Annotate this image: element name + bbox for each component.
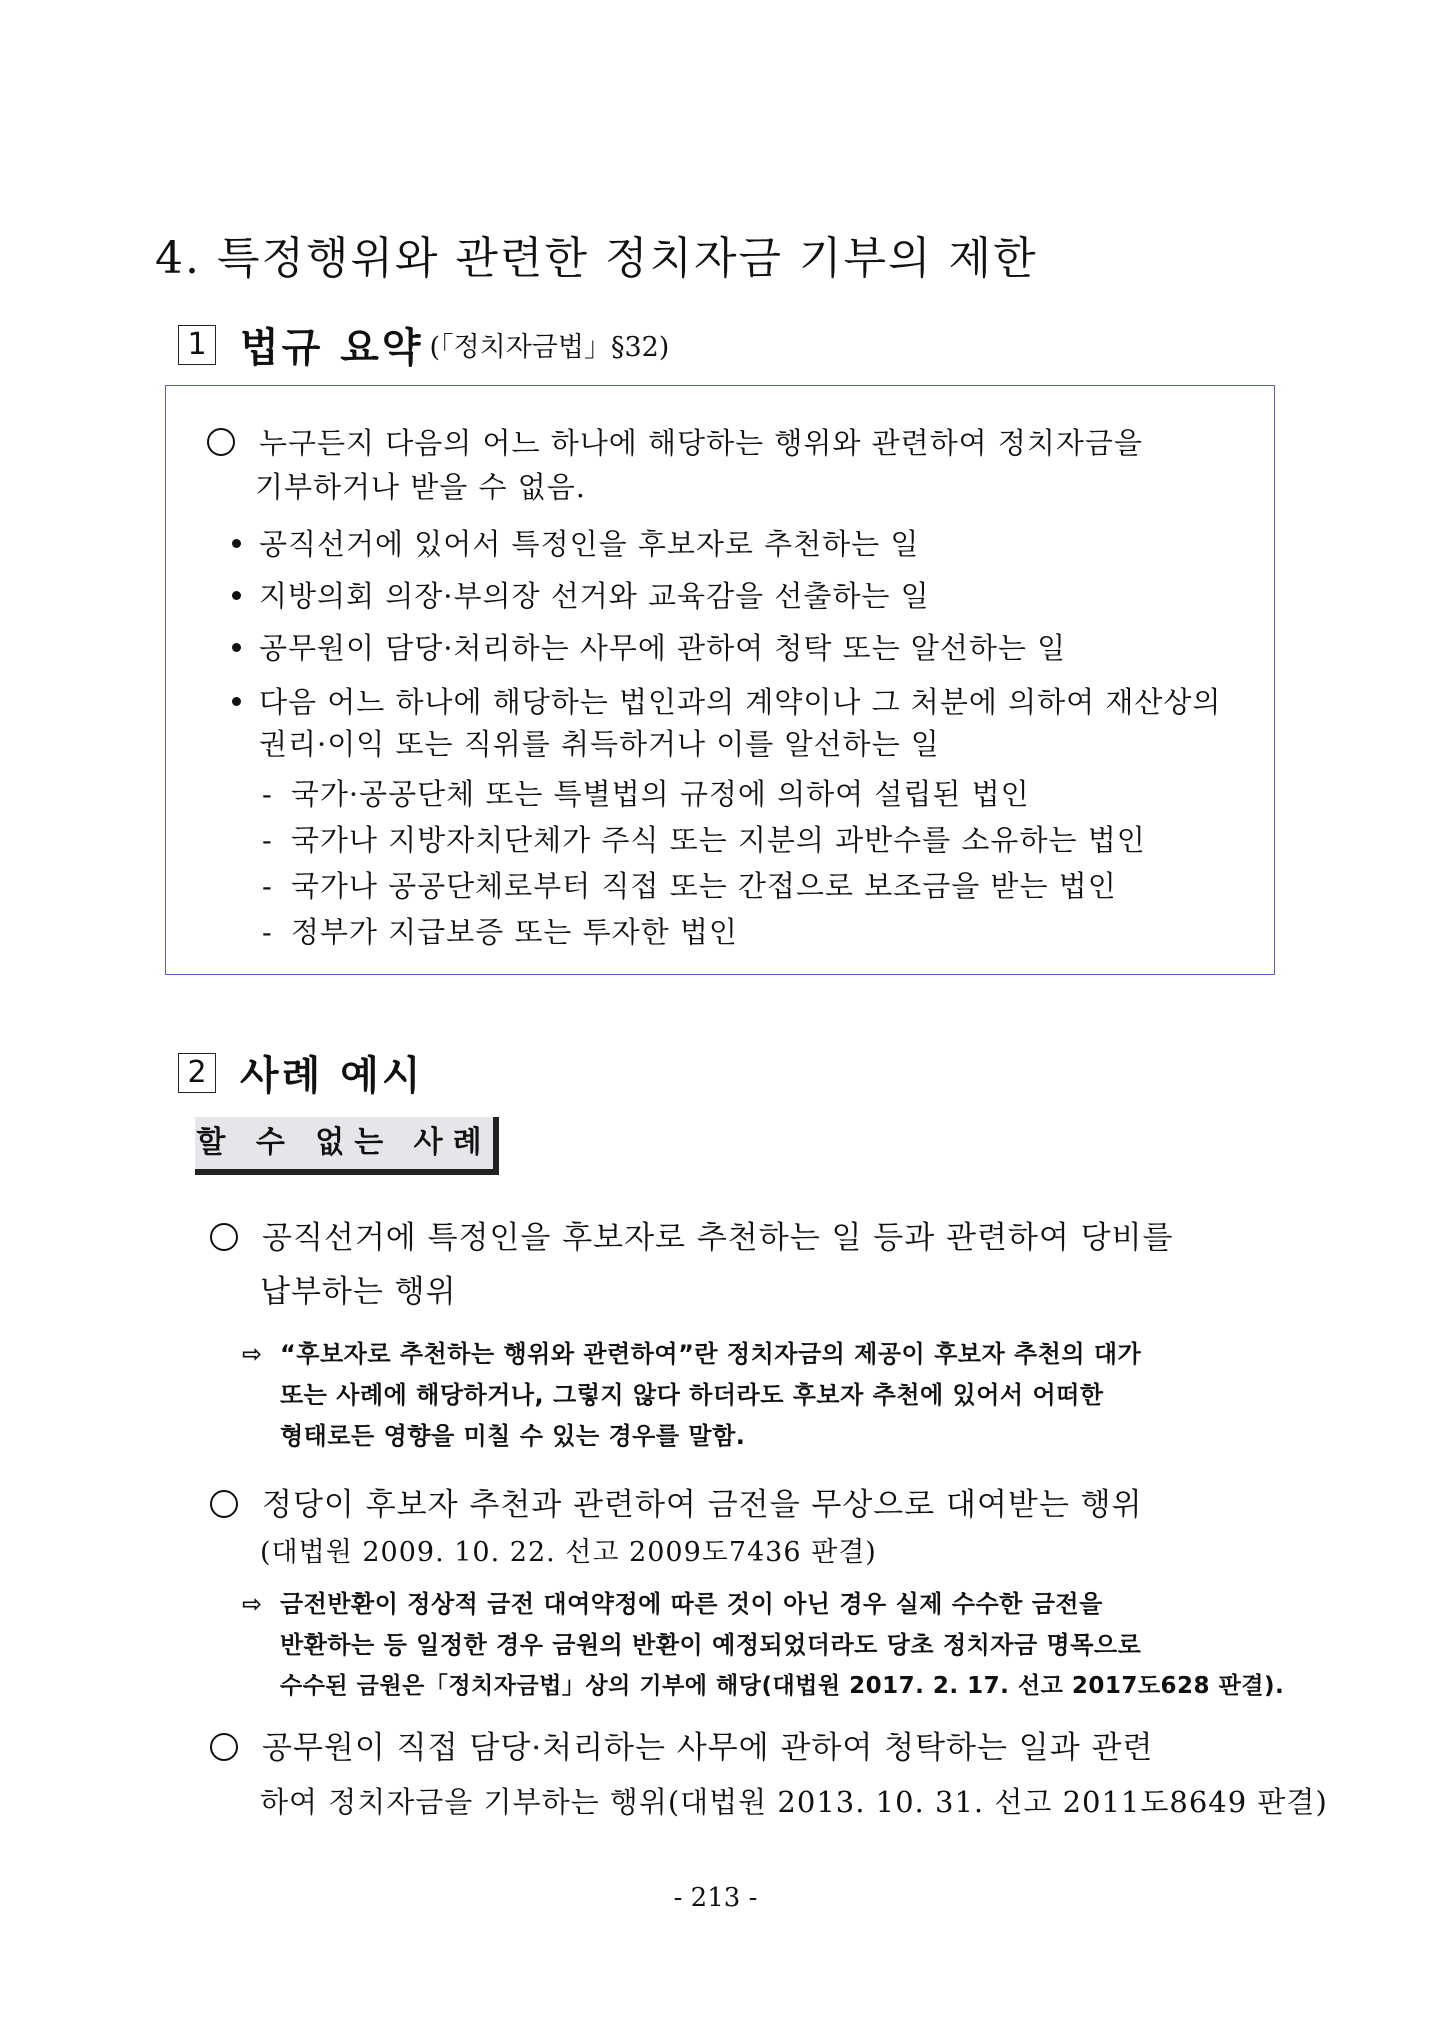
prohibited-cases-label: 할 수 없는 사례 xyxy=(195,1117,499,1175)
law-bullet-item: 다음 어느 하나에 해당하는 법인과의 계약이나 그 처분에 의하여 재산상의 xyxy=(232,680,1221,724)
arrow-right-icon: ⇨ xyxy=(242,1590,263,1618)
case-note-continued: 형태로든 영향을 미칠 수 있는 경우를 말함. xyxy=(280,1422,746,1450)
law-bullet-item: 공무원이 담당·처리하는 사무에 관하여 청탁 또는 알선하는 일 xyxy=(232,626,1066,670)
law-reference: (「정치자금법」§32) xyxy=(429,332,670,363)
circle-bullet-icon xyxy=(210,1490,238,1518)
law-dash-item: - 정부가 지급보증 또는 투자한 법인 xyxy=(262,915,738,949)
case-item: 공무원이 직접 담당·처리하는 사무에 관하여 청탁하는 일과 관련 xyxy=(210,1721,1153,1775)
sub-heading-case-examples xyxy=(178,1044,424,1101)
law-bullet-item: 지방의회 의장·부의장 선거와 교육감을 선출하는 일 xyxy=(232,574,930,618)
circle-bullet-icon xyxy=(207,428,235,456)
case-citation: (대법원 2009. 10. 22. 선고 2009도7436 판결) xyxy=(260,1537,877,1568)
dot-bullet-icon xyxy=(232,591,241,600)
case-item-continued: 납부하는 행위 xyxy=(260,1274,457,1310)
case-note-continued: 반환하는 등 일정한 경우 금원의 반환이 예정되었더라도 당초 정치자금 명목으로 xyxy=(280,1631,1142,1659)
dot-bullet-icon xyxy=(232,697,241,706)
section-title: 4. 특정행위와 관련한 정치자금 기부의 제한 xyxy=(155,233,1038,284)
sub-heading-label: 법규 요약 xyxy=(240,325,424,371)
dot-bullet-icon xyxy=(232,539,241,548)
page-number: - 213 - xyxy=(673,1883,758,1913)
law-bullet-item-continued: 권리·이익 또는 직위를 취득하거나 이를 알선하는 일 xyxy=(259,727,940,761)
law-dash-item: - 국가나 공공단체로부터 직접 또는 간접으로 보조금을 받는 법인 xyxy=(262,869,1117,903)
sub-heading-number: 1 xyxy=(178,325,216,365)
circle-bullet-icon xyxy=(210,1733,238,1761)
law-bullet-item: 공직선거에 있어서 특정인을 후보자로 추천하는 일 xyxy=(232,522,919,566)
case-note-continued: 또는 사례에 해당하거나, 그렇지 않다 하더라도 후보자 추천에 있어서 어떠한 xyxy=(280,1381,1104,1409)
case-note: ⇨ 금전반환이 정상적 금전 대여약정에 따른 것이 아닌 경우 실제 수수한 금전을 xyxy=(242,1584,1103,1625)
case-item: 정당이 후보자 추천과 관련하여 금전을 무상으로 대여받는 행위 xyxy=(210,1478,1143,1532)
sub-heading-number: 2 xyxy=(178,1053,216,1093)
law-dash-item: - 국가나 지방자치단체가 주식 또는 지분의 과반수를 소유하는 법인 xyxy=(262,823,1146,857)
case-note-continued: 수수된 금원은「정치자금법」상의 기부에 해당(대법원 2017. 2. 17. 선고 2017도628 판결). xyxy=(280,1673,1285,1699)
sub-heading-label: 사례 예시 xyxy=(240,1053,424,1099)
sub-heading-law-summary xyxy=(178,316,669,373)
dot-bullet-icon xyxy=(232,643,241,652)
case-note: ⇨ “후보자로 추천하는 행위와 관련하여”란 정치자금의 제공이 후보자 추천의 대가 xyxy=(242,1334,1141,1375)
law-intro: 누구든지 다음의 어느 하나에 해당하는 행위와 관련하여 정치자금을 xyxy=(207,421,1143,465)
circle-bullet-icon xyxy=(210,1223,238,1251)
law-intro-continued: 기부하거나 받을 수 없음. xyxy=(255,470,587,504)
case-item: 공직선거에 특정인을 후보자로 추천하는 일 등과 관련하여 당비를 xyxy=(210,1211,1174,1265)
arrow-right-icon: ⇨ xyxy=(242,1340,263,1368)
case-item-continued: 하여 정치자금을 기부하는 행위(대법원 2013. 10. 31. 선고 2011도8649 판결) xyxy=(260,1785,1328,1819)
law-dash-item: - 국가·공공단체 또는 특별법의 규정에 의하여 설립된 법인 xyxy=(262,777,1030,811)
